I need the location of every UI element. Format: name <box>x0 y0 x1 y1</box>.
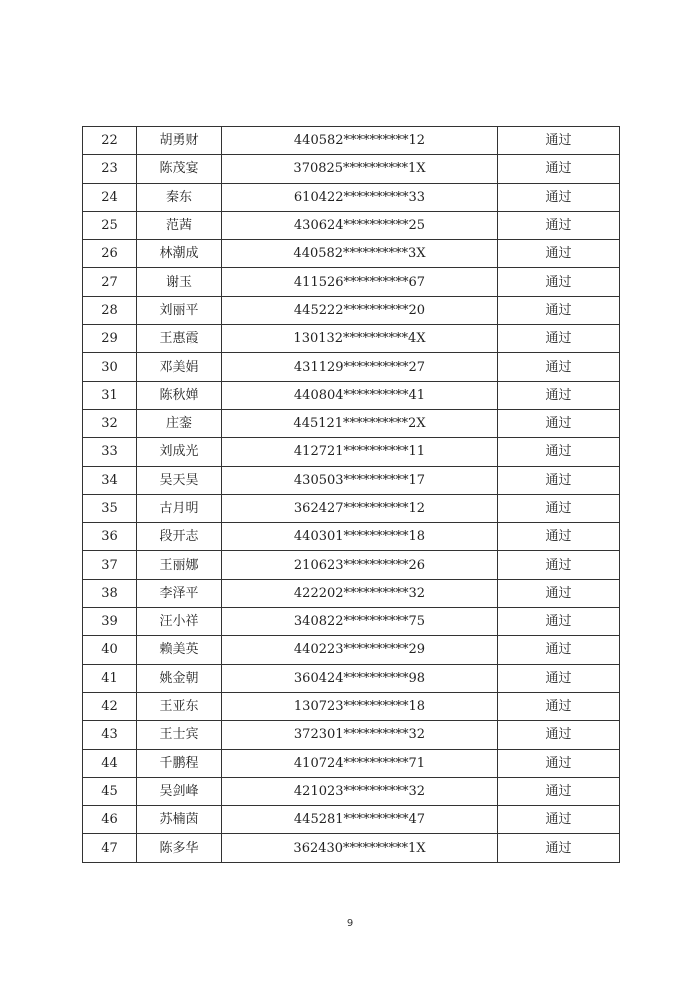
review-result: 通过 <box>498 438 620 466</box>
id-number: 130132**********4X <box>222 325 498 353</box>
person-name: 谢玉 <box>137 268 222 296</box>
id-number: 411526**********67 <box>222 268 498 296</box>
review-result: 通过 <box>498 608 620 636</box>
table-row <box>83 636 620 664</box>
table-row <box>83 127 620 155</box>
table-row <box>83 155 620 183</box>
row-number: 29 <box>83 325 137 353</box>
person-name: 段开志 <box>137 523 222 551</box>
review-result: 通过 <box>498 211 620 239</box>
row-number: 30 <box>83 353 137 381</box>
review-result: 通过 <box>498 325 620 353</box>
table-row <box>83 268 620 296</box>
row-number: 44 <box>83 749 137 777</box>
row-number: 27 <box>83 268 137 296</box>
id-number: 360424**********98 <box>222 664 498 692</box>
table-row <box>83 777 620 805</box>
table-row <box>83 523 620 551</box>
person-name: 王丽娜 <box>137 551 222 579</box>
person-name: 吴天昊 <box>137 466 222 494</box>
row-number: 32 <box>83 409 137 437</box>
row-number: 43 <box>83 721 137 749</box>
review-result: 通过 <box>498 155 620 183</box>
id-number: 440804**********41 <box>222 381 498 409</box>
table-row <box>83 608 620 636</box>
person-name: 庄銮 <box>137 409 222 437</box>
id-number: 431129**********27 <box>222 353 498 381</box>
review-result: 通过 <box>498 579 620 607</box>
row-number: 25 <box>83 211 137 239</box>
review-result: 通过 <box>498 240 620 268</box>
row-number: 45 <box>83 777 137 805</box>
table-row <box>83 353 620 381</box>
id-number: 445222**********20 <box>222 296 498 324</box>
review-result: 通过 <box>498 127 620 155</box>
id-number: 440582**********3X <box>222 240 498 268</box>
id-number: 362427**********12 <box>222 494 498 522</box>
person-name: 赖美英 <box>137 636 222 664</box>
review-result: 通过 <box>498 466 620 494</box>
id-number: 130723**********18 <box>222 692 498 720</box>
review-result: 通过 <box>498 749 620 777</box>
review-result: 通过 <box>498 692 620 720</box>
id-number: 410724**********71 <box>222 749 498 777</box>
review-result: 通过 <box>498 806 620 834</box>
table-row <box>83 296 620 324</box>
table-row <box>83 664 620 692</box>
review-result: 通过 <box>498 523 620 551</box>
table-row <box>83 834 620 862</box>
table-row <box>83 806 620 834</box>
table-row <box>83 183 620 211</box>
person-name: 汪小祥 <box>137 608 222 636</box>
id-number: 440223**********29 <box>222 636 498 664</box>
id-number: 445281**********47 <box>222 806 498 834</box>
row-number: 47 <box>83 834 137 862</box>
person-name: 胡勇财 <box>137 127 222 155</box>
id-number: 412721**********11 <box>222 438 498 466</box>
id-number: 422202**********32 <box>222 579 498 607</box>
table-row <box>83 381 620 409</box>
row-number: 40 <box>83 636 137 664</box>
review-result: 通过 <box>498 636 620 664</box>
row-number: 22 <box>83 127 137 155</box>
person-name: 范茜 <box>137 211 222 239</box>
person-name: 苏楠茵 <box>137 806 222 834</box>
id-number: 610422**********33 <box>222 183 498 211</box>
person-name: 邓美娟 <box>137 353 222 381</box>
row-number: 34 <box>83 466 137 494</box>
review-result: 通过 <box>498 664 620 692</box>
table-row <box>83 692 620 720</box>
review-result: 通过 <box>498 183 620 211</box>
id-number: 362430**********1X <box>222 834 498 862</box>
person-name: 秦东 <box>137 183 222 211</box>
row-number: 37 <box>83 551 137 579</box>
person-name: 刘成光 <box>137 438 222 466</box>
row-number: 42 <box>83 692 137 720</box>
id-number: 370825**********1X <box>222 155 498 183</box>
id-number: 440582**********12 <box>222 127 498 155</box>
person-name: 王惠霞 <box>137 325 222 353</box>
id-number: 430503**********17 <box>222 466 498 494</box>
table-row <box>83 240 620 268</box>
results-table-body <box>83 127 620 863</box>
person-name: 刘丽平 <box>137 296 222 324</box>
person-name: 千鹏程 <box>137 749 222 777</box>
row-number: 33 <box>83 438 137 466</box>
row-number: 23 <box>83 155 137 183</box>
table-row <box>83 494 620 522</box>
person-name: 李泽平 <box>137 579 222 607</box>
review-result: 通过 <box>498 268 620 296</box>
person-name: 陈秋婵 <box>137 381 222 409</box>
review-result: 通过 <box>498 777 620 805</box>
row-number: 39 <box>83 608 137 636</box>
table-row <box>83 409 620 437</box>
row-number: 36 <box>83 523 137 551</box>
review-result: 通过 <box>498 494 620 522</box>
row-number: 28 <box>83 296 137 324</box>
row-number: 35 <box>83 494 137 522</box>
row-number: 31 <box>83 381 137 409</box>
review-result: 通过 <box>498 551 620 579</box>
table-row <box>83 749 620 777</box>
row-number: 24 <box>83 183 137 211</box>
id-number: 445121**********2X <box>222 409 498 437</box>
person-name: 姚金朝 <box>137 664 222 692</box>
id-number: 372301**********32 <box>222 721 498 749</box>
review-result: 通过 <box>498 409 620 437</box>
review-result: 通过 <box>498 381 620 409</box>
row-number: 46 <box>83 806 137 834</box>
table-row <box>83 579 620 607</box>
id-number: 421023**********32 <box>222 777 498 805</box>
person-name: 吴剑峰 <box>137 777 222 805</box>
row-number: 41 <box>83 664 137 692</box>
results-table <box>82 126 620 863</box>
person-name: 陈多华 <box>137 834 222 862</box>
table-row <box>83 325 620 353</box>
table-row <box>83 466 620 494</box>
table-row <box>83 721 620 749</box>
review-result: 通过 <box>498 834 620 862</box>
table-row <box>83 211 620 239</box>
page-number: 9 <box>346 918 354 929</box>
person-name: 林潮成 <box>137 240 222 268</box>
person-name: 陈茂宴 <box>137 155 222 183</box>
id-number: 210623**********26 <box>222 551 498 579</box>
review-result: 通过 <box>498 296 620 324</box>
id-number: 340822**********75 <box>222 608 498 636</box>
row-number: 38 <box>83 579 137 607</box>
person-name: 王士宾 <box>137 721 222 749</box>
table-row <box>83 551 620 579</box>
review-result: 通过 <box>498 721 620 749</box>
id-number: 430624**********25 <box>222 211 498 239</box>
person-name: 王亚东 <box>137 692 222 720</box>
person-name: 古月明 <box>137 494 222 522</box>
review-result: 通过 <box>498 353 620 381</box>
table-row <box>83 438 620 466</box>
id-number: 440301**********18 <box>222 523 498 551</box>
row-number: 26 <box>83 240 137 268</box>
